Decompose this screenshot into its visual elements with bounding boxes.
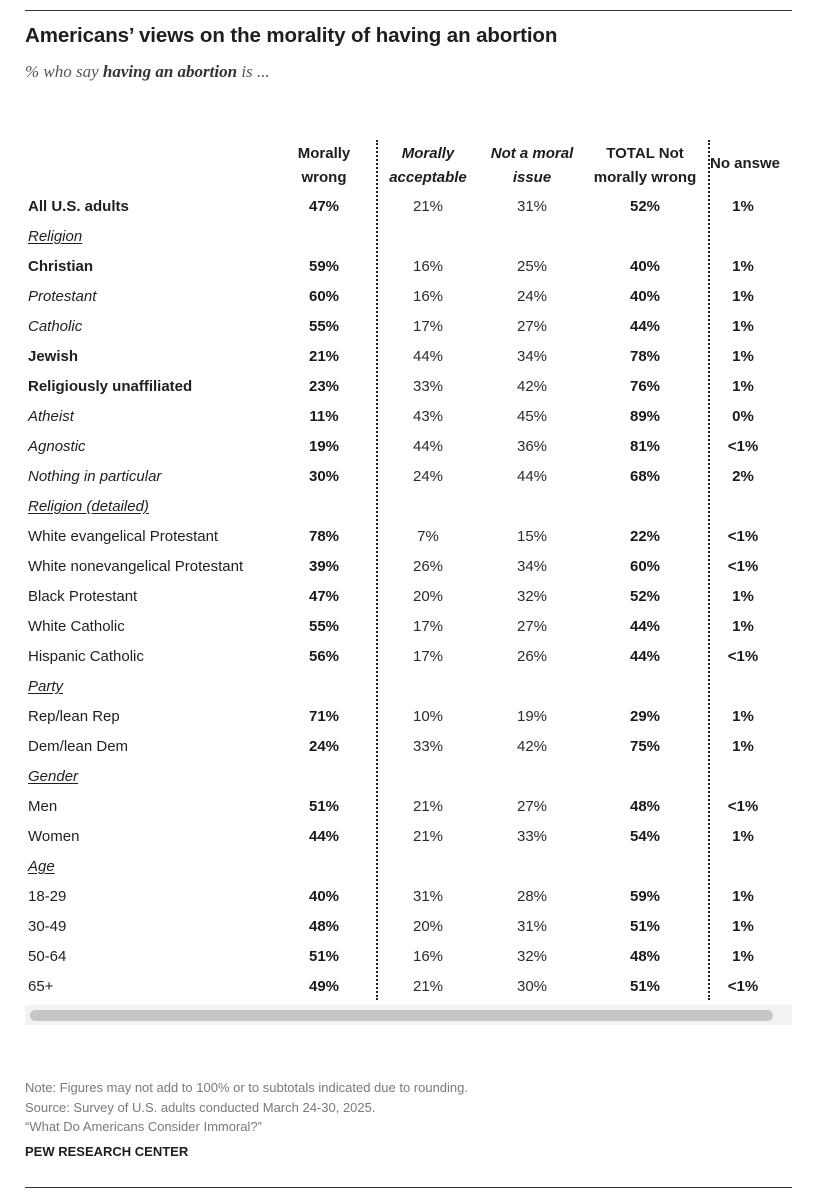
row-label: All U.S. adults [28, 198, 129, 215]
row-label: Protestant [28, 288, 97, 305]
row-label: Catholic [28, 318, 83, 335]
table-cell: 27% [516, 618, 548, 635]
table-cell: 42% [516, 378, 548, 395]
subtitle-emphasis: having an abortion [102, 62, 238, 81]
table-cell: 24% [412, 468, 444, 485]
table-cell: 23% [308, 378, 340, 395]
table-cell: 55% [308, 318, 340, 335]
table-cell: 44% [412, 438, 444, 455]
table-cell: 27% [516, 798, 548, 815]
table-cell: 51% [629, 918, 661, 935]
top-rule [25, 10, 792, 11]
row-label: Jewish [28, 348, 79, 365]
table-cell: 1% [732, 198, 754, 215]
table-cell: 19% [516, 708, 548, 725]
table-cell: 52% [629, 198, 661, 215]
column-header-2 [472, 142, 592, 190]
table-cell: 20% [412, 918, 444, 935]
report-title: “What Do Americans Consider Immoral?” [25, 1119, 262, 1134]
table-cell: 52% [629, 588, 661, 605]
table-cell: 31% [412, 888, 444, 905]
table-cell: 76% [629, 378, 661, 395]
row-label: 50-64 [28, 948, 67, 965]
table-cell: 71% [308, 708, 340, 725]
bottom-rule [25, 1187, 792, 1188]
table-cell: 32% [516, 588, 548, 605]
table-cell: 20% [412, 588, 444, 605]
table-cell: 78% [629, 348, 661, 365]
table-cell: 21% [308, 348, 340, 365]
table-cell: 17% [412, 648, 444, 665]
table-cell: 1% [732, 708, 754, 725]
table-cell: 28% [516, 888, 548, 905]
table-cell: 60% [308, 288, 340, 305]
table-cell: 59% [308, 258, 340, 275]
table-cell: 11% [309, 408, 339, 425]
table-cell: 30% [516, 978, 548, 995]
row-label: Dem/lean Dem [28, 738, 129, 755]
table-cell: 21% [412, 198, 444, 215]
table-cell: 26% [412, 558, 444, 575]
table-cell: 34% [516, 348, 548, 365]
table-cell: 31% [516, 918, 548, 935]
table-cell: 26% [516, 648, 548, 665]
column-header-line1: Not a moral [490, 145, 574, 162]
table-cell: 44% [629, 618, 661, 635]
note-text: Note: Figures may not add to 100% or to subtotals indicated due to rounding. [25, 1080, 468, 1095]
table-cell: 55% [308, 618, 340, 635]
table-cell: 1% [732, 918, 754, 935]
table-cell: 19% [308, 438, 340, 455]
table-cell: 44% [412, 348, 444, 365]
table-cell: 40% [629, 288, 661, 305]
table-cell: 21% [412, 828, 444, 845]
column-header-line2: issue [512, 169, 552, 186]
table-cell: 25% [516, 258, 548, 275]
section-heading: Religion (detailed) [28, 498, 149, 515]
column-header-0 [264, 142, 384, 190]
table-cell: 24% [516, 288, 548, 305]
table-cell: 89% [629, 408, 661, 425]
table-cell: 47% [308, 588, 340, 605]
table-cell: 48% [308, 918, 340, 935]
subtitle-prefix: % who say [25, 62, 103, 81]
table-cell: 33% [412, 738, 444, 755]
table-cell: <1% [727, 438, 759, 455]
table-cell: 1% [732, 288, 754, 305]
table-cell: 21% [412, 798, 444, 815]
row-label: 18-29 [28, 888, 67, 905]
column-header-line2: acceptable [389, 169, 467, 186]
table-cell: 34% [516, 558, 548, 575]
table-cell: 40% [629, 258, 661, 275]
table-cell: 17% [412, 318, 444, 335]
table-cell: 1% [732, 258, 754, 275]
table-cell: 44% [308, 828, 340, 845]
column-header-3 [585, 142, 705, 190]
row-label: Women [28, 828, 80, 845]
table-cell: 51% [308, 798, 340, 815]
table-cell: 33% [516, 828, 548, 845]
table-cell: 10% [412, 708, 444, 725]
table-cell: 48% [629, 798, 661, 815]
table-cell: 45% [516, 408, 548, 425]
table-cell: 44% [516, 468, 548, 485]
table-cell: 54% [629, 828, 661, 845]
column-header-line1: No answe [709, 155, 781, 172]
chart-title: Americans’ views on the morality of having an abortion [25, 24, 558, 47]
table-cell: 16% [412, 288, 444, 305]
column-header-line2: wrong [301, 169, 347, 186]
table-cell: <1% [727, 558, 759, 575]
table-cell: 16% [412, 258, 444, 275]
table-cell: 1% [732, 378, 754, 395]
row-label: White nonevangelical Protestant [28, 558, 244, 575]
row-label: Agnostic [28, 438, 86, 455]
table-cell: 22% [629, 528, 661, 545]
table-cell: 0% [732, 408, 754, 425]
column-header-4 [700, 152, 790, 176]
table-cell: 51% [629, 978, 661, 995]
table-cell: 27% [516, 318, 548, 335]
scrollbar-thumb[interactable] [30, 1010, 773, 1021]
row-label: Hispanic Catholic [28, 648, 144, 665]
table-cell: 40% [308, 888, 340, 905]
row-label: White evangelical Protestant [28, 528, 219, 545]
column-header-line1: TOTAL Not [606, 145, 684, 162]
table-cell: 1% [732, 348, 754, 365]
table-cell: 39% [308, 558, 340, 575]
table-cell: 17% [412, 618, 444, 635]
table-cell: 31% [516, 198, 548, 215]
table-cell: 1% [732, 588, 754, 605]
row-label: Christian [28, 258, 94, 275]
table-cell: <1% [727, 798, 759, 815]
row-label: 65+ [28, 978, 54, 995]
row-label: White Catholic [28, 618, 125, 635]
table-cell: 56% [308, 648, 340, 665]
table-cell: 60% [629, 558, 661, 575]
table-cell: 16% [412, 948, 444, 965]
chart-subtitle [25, 62, 270, 82]
column-header-line2: morally wrong [593, 169, 697, 186]
table-cell: 44% [629, 648, 661, 665]
section-heading: Gender [28, 768, 79, 785]
table-cell: 81% [629, 438, 661, 455]
row-label: Atheist [28, 408, 74, 425]
column-header-line1: Morally [297, 145, 351, 162]
table-cell: 51% [308, 948, 340, 965]
section-heading: Age [28, 858, 55, 875]
row-label: Rep/lean Rep [28, 708, 120, 725]
table-cell: 1% [732, 318, 754, 335]
table-cell: 1% [732, 948, 754, 965]
table-cell: 7% [417, 528, 439, 545]
section-heading: Party [28, 678, 64, 695]
row-label: 30-49 [28, 918, 67, 935]
table-cell: 2% [732, 468, 754, 485]
table-cell: <1% [727, 528, 759, 545]
table-cell: 78% [308, 528, 340, 545]
table-cell: 29% [629, 708, 661, 725]
table-cell: <1% [727, 978, 759, 995]
table-cell: 1% [732, 888, 754, 905]
table-cell: 49% [308, 978, 340, 995]
table-cell: <1% [727, 648, 759, 665]
table-cell: 44% [629, 318, 661, 335]
table-cell: 32% [516, 948, 548, 965]
table-cell: 1% [732, 828, 754, 845]
table-cell: 75% [629, 738, 661, 755]
source-text: Source: Survey of U.S. adults conducted March 24-30, 2025. [25, 1100, 376, 1115]
table-cell: 21% [412, 978, 444, 995]
row-label: Religiously unaffiliated [28, 378, 193, 395]
section-heading: Religion [28, 228, 83, 245]
table-cell: 36% [516, 438, 548, 455]
table-cell: 48% [629, 948, 661, 965]
table-cell: 30% [308, 468, 340, 485]
table-cell: 43% [412, 408, 444, 425]
table-cell: 59% [629, 888, 661, 905]
column-header-line1: Morally [401, 145, 455, 162]
subtitle-suffix: is ... [237, 62, 270, 81]
table-cell: 24% [308, 738, 340, 755]
table-cell: 15% [516, 528, 548, 545]
table-cell: 1% [732, 738, 754, 755]
row-label: Nothing in particular [28, 468, 162, 485]
row-label: Black Protestant [28, 588, 138, 605]
table-cell: 42% [516, 738, 548, 755]
row-label: Men [28, 798, 58, 815]
organization-name: PEW RESEARCH CENTER [25, 1144, 189, 1159]
table-cell: 68% [629, 468, 661, 485]
table-cell: 33% [412, 378, 444, 395]
horizontal-scrollbar[interactable] [25, 1005, 792, 1025]
table-cell: 1% [732, 618, 754, 635]
table-cell: 47% [308, 198, 340, 215]
column-header-1 [368, 142, 488, 190]
